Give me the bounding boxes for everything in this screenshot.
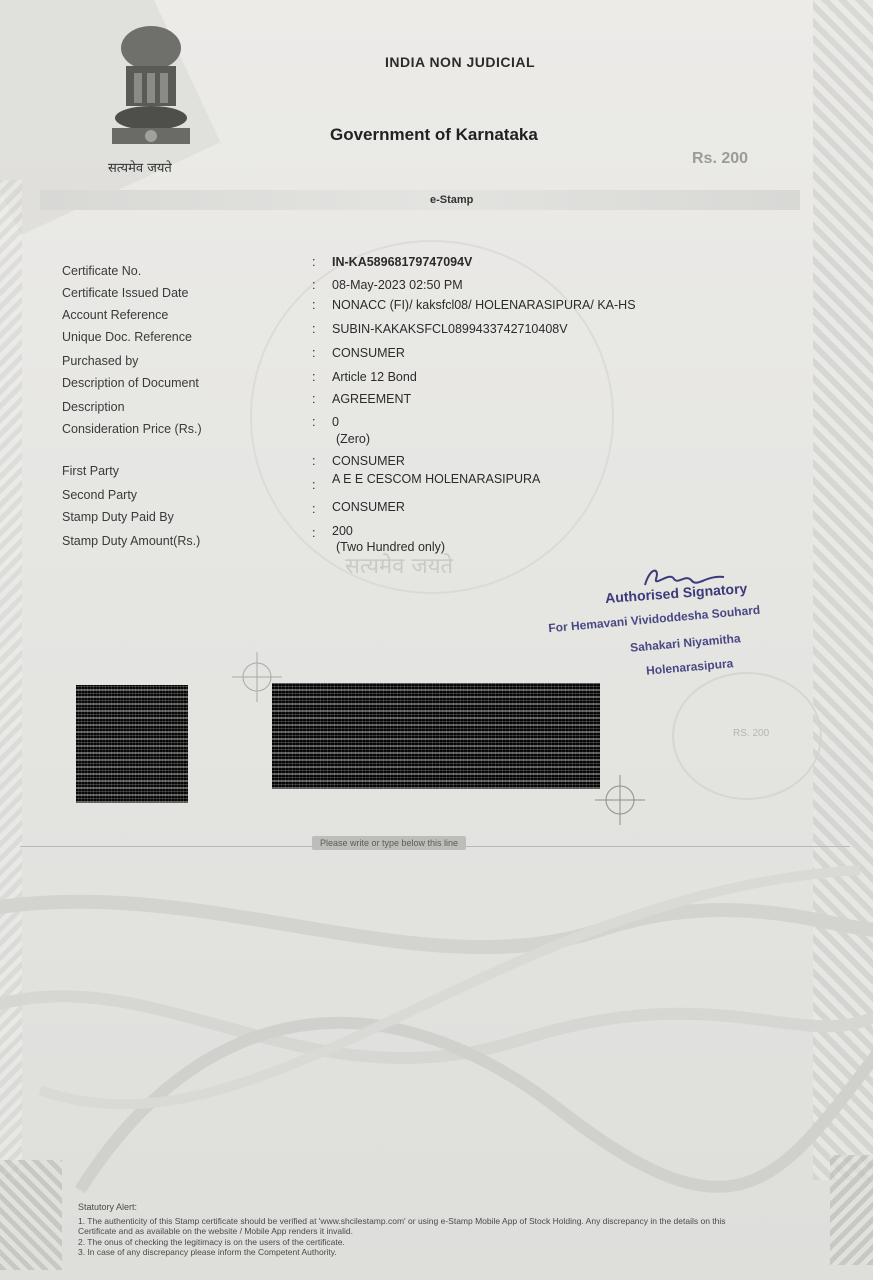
estamp-band [40,190,800,210]
estamp-label: e-Stamp [430,194,474,206]
watermark-caption: सत्यमेव जयते [345,554,454,579]
field-colon: : [312,478,316,492]
consideration-price-words: (Zero) [336,432,371,446]
stamp-denomination: Rs. 200 [692,150,749,167]
statutory-alert-title: Statutory Alert: [78,1202,138,1212]
statutory-alert-item: 1. The authenticity of this Stamp certificate should be verified at 'www.shcilestamp.com' or using e-Stamp Mobile App of Stock Holding. Any discrepancy in the details on this Certificate and as available on the website / Mobile App renders it invalid. [78,1215,726,1236]
qr-code [76,685,188,803]
signatory-org-line2: Sahakari Niyamitha [629,631,742,655]
guilloche-background [0,850,873,1200]
stamp-duty-amount-words: (Two Hundred only) [336,540,446,554]
statutory-alert-item: 3. In case of any discrepancy please inform the Competent Authority. [78,1247,337,1257]
statutory-alert [78,1202,758,1258]
field-label: Consideration Price (Rs.) [62,422,202,436]
signatory-org-line3: Holenarasipura [645,656,734,678]
field-label: Unique Doc. Reference [62,330,192,344]
first-party: CONSUMER [332,454,405,468]
ashoka-emblem-icon [106,18,196,153]
field-colon: : [312,370,316,384]
field-colon: : [312,415,316,429]
stamp-duty-paid-by: CONSUMER [332,500,405,514]
emblem-caption: सत्यमेव जयते [108,161,172,176]
field-label: Account Reference [62,308,169,322]
purchased-by: CONSUMER [332,346,405,360]
field-colon: : [312,392,316,406]
field-label: Description of Document [62,376,199,390]
decorative-corner-right [830,1155,873,1265]
decorative-corner-left [0,1160,62,1270]
crosshair-mark-icon [595,775,645,825]
field-colon: : [312,526,316,540]
field-colon: : [312,454,316,468]
field-colon: : [312,278,316,292]
government-name: Government of Karnataka [330,125,538,144]
account-reference: NONACC (FI)/ kaksfcl08/ HOLENARASIPURA/ KA-HS [332,298,636,312]
statutory-alert-item: 2. The onus of checking the legitimacy is on the users of the certificate. [78,1236,345,1247]
field-label: Stamp Duty Amount(Rs.) [62,534,201,548]
barcode-2d [272,683,600,789]
field-label: First Party [62,464,119,478]
field-colon: : [312,502,316,516]
write-below-label: Please write or type below this line [312,836,466,850]
seal-denomination: RS. 200 [733,728,770,739]
field-label: Purchased by [62,354,139,368]
stamp-duty-amount: 200 [332,524,353,538]
document-description: Article 12 Bond [332,370,417,384]
field-label: Certificate No. [62,264,142,278]
second-party: A E E CESCOM HOLENARASIPURA [332,472,541,486]
issued-date: 08-May-2023 02:50 PM [332,278,463,292]
document-title: INDIA NON JUDICIAL [384,54,536,70]
field-label: Second Party [62,488,138,502]
certificate-number: IN-KA58968179747094V [332,255,473,269]
field-colon: : [312,322,316,336]
signatory-org-line1: For Hemavani Vividoddesha Souhard [547,602,761,636]
field-colon: : [312,255,316,269]
consideration-price: 0 [332,415,339,429]
field-colon: : [312,298,316,312]
description: AGREEMENT [332,392,412,406]
crosshair-mark-icon [232,652,282,702]
field-label: Description [62,400,125,414]
signatory-title: Authorised Signatory [604,580,748,606]
field-label: Stamp Duty Paid By [62,510,174,524]
field-colon: : [312,346,316,360]
field-label: Certificate Issued Date [62,286,189,300]
unique-doc-reference: SUBIN-KAKAKSFCL0899433742710408V [332,322,568,336]
